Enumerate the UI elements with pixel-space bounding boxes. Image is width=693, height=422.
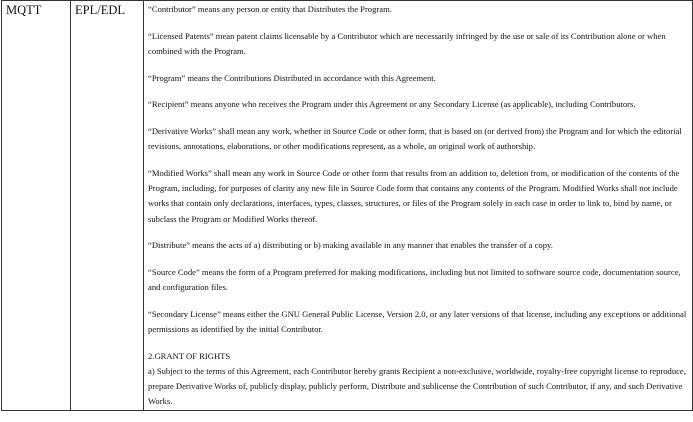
- license-text: [144, 1, 692, 410]
- definition-modified-works: “Modified Works” shall mean any work in Source Code or other form that results from an addition to, deletion from, or modification of the contents of the Program, including, for purposes of clarity any new file in Source Code form that contains any contents of the Program. Modified Works shall not include works that contain only declarations, interfaces, types, classes, structures, or files of the Program solely in each case in order to link to, bind by name, or subclass the Program or Modified Works thereof.: [148, 167, 680, 224]
- definition-licensed-patents: “Licensed Patents” mean patent claims licensable by a Contributor which are necessarily infringed by the use or sale of its Contribution alone or when combined with the Program.: [148, 30, 666, 56]
- section-heading: 2.GRANT OF RIGHTS: [148, 350, 231, 361]
- definition-secondary-license: “Secondary License” means either the GNU General Public License, Version 2.0, or any later versions of that license, including any exceptions or additional permissions as identified by the initial Contributor.: [148, 308, 687, 335]
- definition-contributor: “Contributor” means any person or entity that Distributes the Program.: [148, 4, 392, 14]
- definition-source-code: “Source Code” means the form of a Program preferred for making modifications, including but not limited to software source code, documentation source, and configuration files.: [148, 266, 681, 293]
- section-text: a) Subject to the terms of this Agreement, each Contributor hereby grants Recipient a non-exclusive, worldwide, royalty-free copyright license to reproduce, prepare Derivative Works of, publicly display, publicly perform, Distribute and sublicense the Contribution of such Contributor, if any, and such Derivative Works.: [148, 365, 686, 407]
- definition-recipient: “Recipient” means anyone who receives the Program under this Agreement or any Secondary License (as applicable), including Contributors.: [148, 99, 636, 110]
- definition-derivative-works: “Derivative Works” shall mean any work, whether in Source Code or other form, that is based on (or derived from) the Program and for which the editorial revisions, annotations, elaborations, or other modifications represent, as a whole, an original work of authorship.: [148, 126, 682, 152]
- license-text-cell: [144, 1, 693, 411]
- license-cell: [71, 1, 144, 411]
- license-table: [1, 0, 693, 411]
- protocol-name: MQTT: [6, 3, 42, 17]
- table-row: [2, 1, 693, 411]
- definition-program: “Program” means the Contributions Distributed in accordance with this Agreement.: [148, 72, 436, 83]
- license-name: EPL/EDL: [75, 3, 125, 17]
- definition-distribute: “Distribute” means the acts of a) distributing or b) making available in any manner that enables the transfer of a copy.: [148, 240, 553, 251]
- protocol-cell: [2, 1, 71, 411]
